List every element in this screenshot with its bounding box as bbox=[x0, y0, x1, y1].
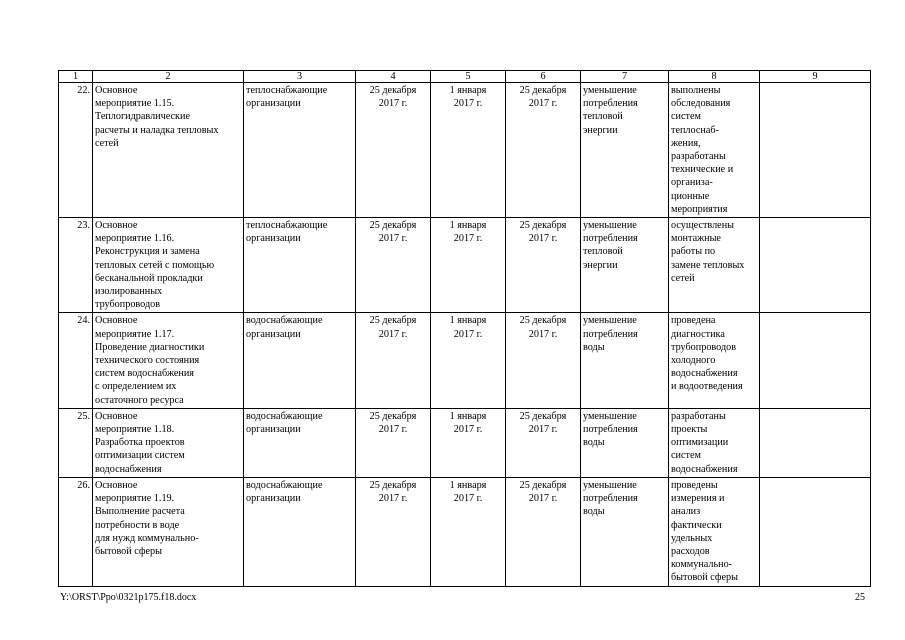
result-cell: проведены измерения и анализ фактически удельных расходов коммунально- бытовой сферы bbox=[669, 477, 760, 586]
file-path: Y:\ORST\Ppo\0321p175.f18.docx bbox=[60, 592, 197, 603]
column-header: 4 bbox=[356, 71, 431, 83]
measure-name: Основное мероприятие 1.19. Выполнение расчета потребности в воде для нужд коммунально- бытовой сферы bbox=[93, 477, 244, 586]
measures-table bbox=[58, 70, 871, 587]
date-cell: 25 декабря 2017 г. bbox=[506, 408, 581, 477]
effect-cell: уменьшение потребления тепловой энергии bbox=[581, 218, 669, 313]
date-cell: 1 января 2017 г. bbox=[431, 477, 506, 586]
date-cell: 1 января 2017 г. bbox=[431, 313, 506, 408]
measure-name: Основное мероприятие 1.17. Проведение диагностики технического состояния систем водоснабжения с определением их остаточного ресурса bbox=[93, 313, 244, 408]
header-row bbox=[59, 71, 871, 83]
note-cell bbox=[760, 83, 871, 218]
effect-cell: уменьшение потребления воды bbox=[581, 477, 669, 586]
executor: теплоснабжающие организации bbox=[244, 218, 356, 313]
column-header: 9 bbox=[760, 71, 871, 83]
table-row bbox=[59, 218, 871, 313]
table-row bbox=[59, 408, 871, 477]
measure-name: Основное мероприятие 1.16. Реконструкция и замена тепловых сетей с помощью бесканальной прокладки изолированных трубопроводов bbox=[93, 218, 244, 313]
effect-cell: уменьшение потребления воды bbox=[581, 408, 669, 477]
date-cell: 1 января 2017 г. bbox=[431, 83, 506, 218]
page-number: 25 bbox=[855, 592, 865, 603]
table-body bbox=[59, 71, 871, 587]
result-cell: выполнены обследования систем теплоснаб- жения, разработаны технические и организа- ционные мероприятия bbox=[669, 83, 760, 218]
note-cell bbox=[760, 408, 871, 477]
measure-name: Основное мероприятие 1.18. Разработка проектов оптимизации систем водоснабжения bbox=[93, 408, 244, 477]
result-cell: разработаны проекты оптимизации систем водоснабжения bbox=[669, 408, 760, 477]
column-header: 6 bbox=[506, 71, 581, 83]
column-header: 2 bbox=[93, 71, 244, 83]
executor: водоснабжающие организации bbox=[244, 477, 356, 586]
note-cell bbox=[760, 313, 871, 408]
column-header: 3 bbox=[244, 71, 356, 83]
table-row bbox=[59, 83, 871, 218]
column-header: 1 bbox=[59, 71, 93, 83]
date-cell: 25 декабря 2017 г. bbox=[356, 408, 431, 477]
row-number: 25. bbox=[59, 408, 93, 477]
column-header: 8 bbox=[669, 71, 760, 83]
date-cell: 25 декабря 2017 г. bbox=[356, 218, 431, 313]
date-cell: 1 января 2017 г. bbox=[431, 218, 506, 313]
result-cell: проведена диагностика трубопроводов холодного водоснабжения и водоотведения bbox=[669, 313, 760, 408]
row-number: 23. bbox=[59, 218, 93, 313]
date-cell: 25 декабря 2017 г. bbox=[506, 83, 581, 218]
column-header: 5 bbox=[431, 71, 506, 83]
date-cell: 25 декабря 2017 г. bbox=[356, 83, 431, 218]
executor: водоснабжающие организации bbox=[244, 313, 356, 408]
row-number: 26. bbox=[59, 477, 93, 586]
effect-cell: уменьшение потребления тепловой энергии bbox=[581, 83, 669, 218]
date-cell: 25 декабря 2017 г. bbox=[356, 313, 431, 408]
date-cell: 25 декабря 2017 г. bbox=[356, 477, 431, 586]
executor: теплоснабжающие организации bbox=[244, 83, 356, 218]
row-number: 22. bbox=[59, 83, 93, 218]
effect-cell: уменьшение потребления воды bbox=[581, 313, 669, 408]
row-number: 24. bbox=[59, 313, 93, 408]
note-cell bbox=[760, 477, 871, 586]
result-cell: осуществлены монтажные работы по замене тепловых сетей bbox=[669, 218, 760, 313]
date-cell: 25 декабря 2017 г. bbox=[506, 313, 581, 408]
table-row bbox=[59, 313, 871, 408]
table-row bbox=[59, 477, 871, 586]
column-header: 7 bbox=[581, 71, 669, 83]
measure-name: Основное мероприятие 1.15. Теплогидравлические расчеты и наладка тепловых сетей bbox=[93, 83, 244, 218]
date-cell: 25 декабря 2017 г. bbox=[506, 218, 581, 313]
note-cell bbox=[760, 218, 871, 313]
date-cell: 25 декабря 2017 г. bbox=[506, 477, 581, 586]
date-cell: 1 января 2017 г. bbox=[431, 408, 506, 477]
executor: водоснабжающие организации bbox=[244, 408, 356, 477]
